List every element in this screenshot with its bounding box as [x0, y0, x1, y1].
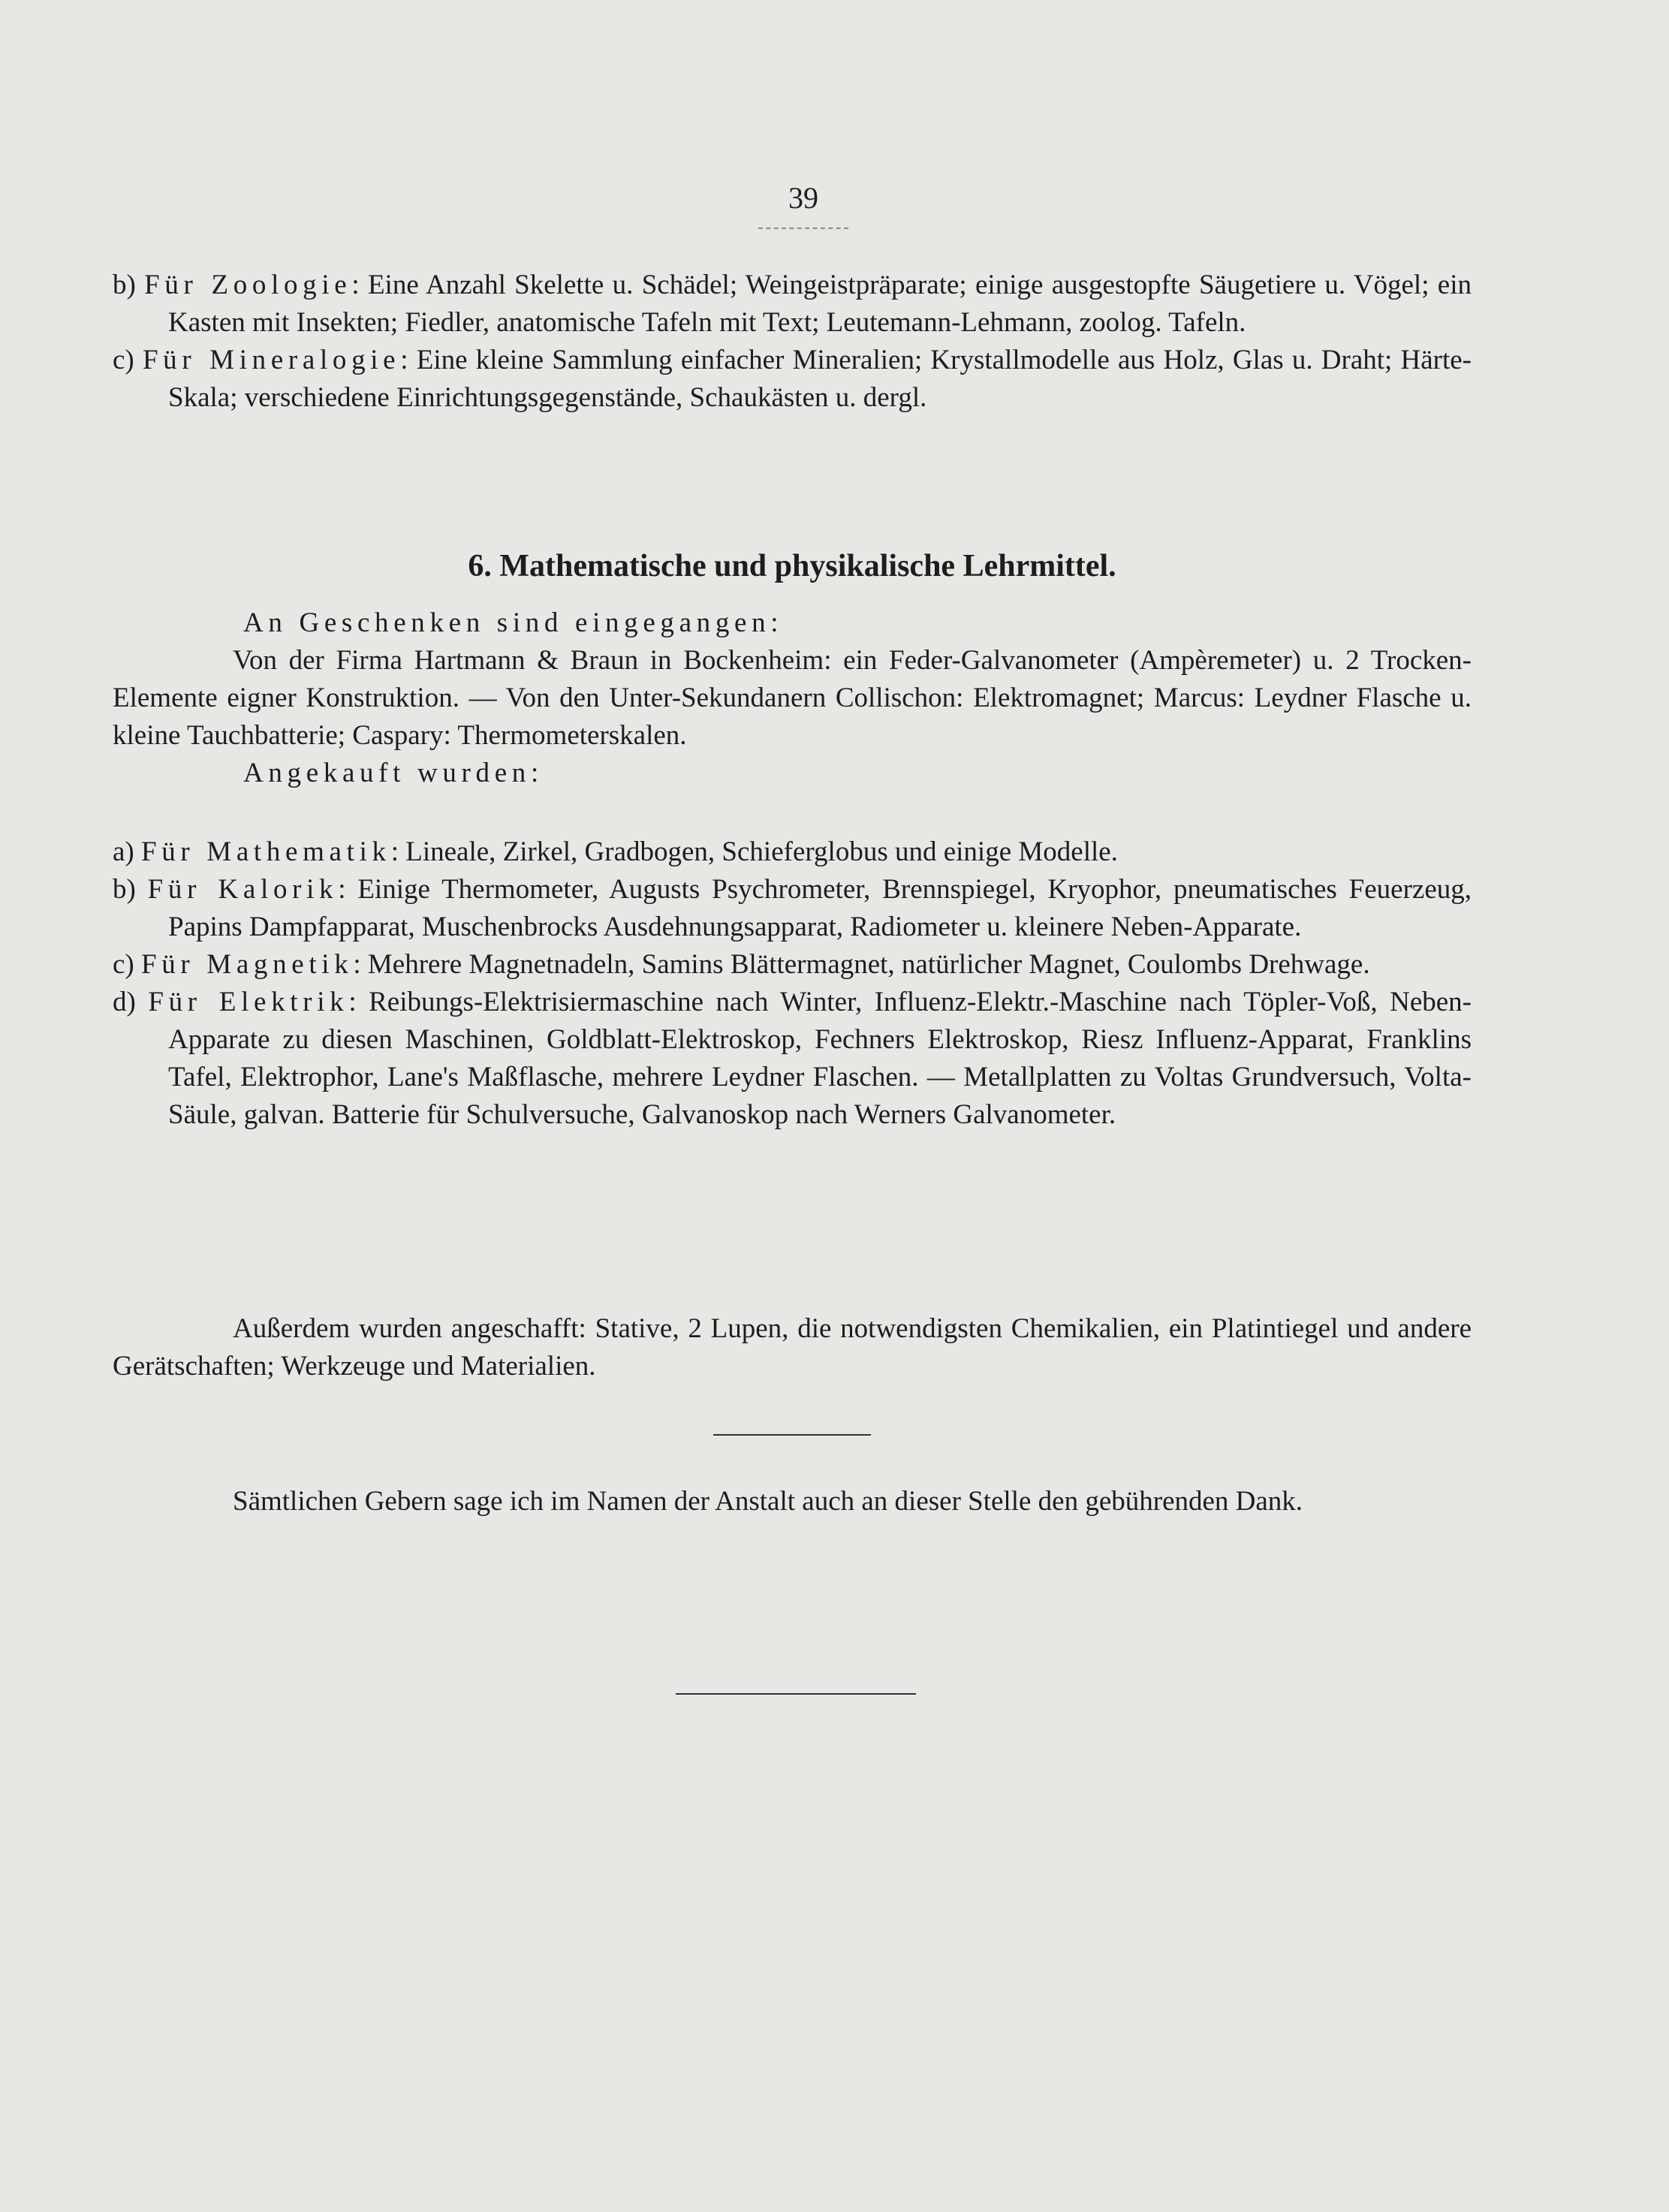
list-item-magnetik: c) Für Magnetik: Mehrere Magnetnadeln, Samins Blättermagnet, natürlicher Magnet, Coulombs Drehwage. [113, 949, 1370, 980]
list-item-kalorik: b) Für Kalorik: Einige Thermometer, Augusts Psychrometer, Brennspiegel, Kryophor, pneumatisches Feuerzeug, Papins Dampfapparat, Muschenbrocks Ausdehnungsapparat, Radiometer u. kleinere Neben-Apparate. [113, 874, 1472, 942]
page-number: 39 [788, 181, 818, 215]
list-item-elektrik: d) Für Elektrik: Reibungs-Elektrisiermaschine nach Winter, Influenz-Elektr.-Maschine nach Töpler-Voß, Neben-Apparate zu diesen Maschinen, Goldblatt-Elektroskop, Fechners Elektroskop, Riesz Influenz-Apparat, Franklins Tafel, Elektrophor, Lane's Maßflasche, mehrere Leydner Flaschen. — Metallplatten zu Voltas Grundversuch, Volta-Säule, galvan. Batterie für Schulversuche, Galvanoskop nach Werners Galvanometer. [113, 987, 1472, 1130]
dank-section [113, 1483, 1472, 1520]
geschenke-section [113, 604, 1472, 792]
geschenke-intro: An Geschenken sind eingegangen: [243, 607, 784, 638]
ausserdem-section [113, 1310, 1472, 1385]
purchase-list [113, 833, 1472, 1134]
closing-rule [676, 1693, 916, 1695]
list-item-mineralogie: c) Für Mineralogie: Eine kleine Sammlung einfacher Mineralien; Krystallmodelle aus Holz, Glas u. Draht; Härte-Skala; verschiedene Einrichtungsgegenstände, Schaukästen u. dergl. [113, 345, 1472, 413]
angekauft-intro: Angekauft wurden: [243, 758, 544, 788]
list-item-mathematik: a) Für Mathematik: Lineale, Zirkel, Gradbogen, Schieferglobus und einige Modelle. [113, 836, 1118, 867]
ausserdem-text: Außerdem wurden angeschafft: Stative, 2 Lupen, die notwendigsten Chemikalien, ein Platintiegel und andere Gerätschaften; Werkzeuge und Materialien. [113, 1313, 1472, 1382]
page-number-underline [758, 228, 848, 229]
list-item-zoologie: b) Für Zoologie: Eine Anzahl Skelette u. Schädel; Weingeistpräparate; einige ausgestopfte Säugetiere u. Vögel; ein Kasten mit Insekten; Fiedler, anatomische Tafeln mit Text; Leutemann-Lehmann, zoolog. Tafeln. [113, 270, 1472, 338]
geschenke-text: Von der Firma Hartmann & Braun in Bockenheim: ein Feder-Galvanometer (Ampèremeter) u. 2 Trocken-Elemente eigner Konstruktion. — Von den Unter-Sekundanern Collischon: Elektromagnet; Marcus: Leydner Flasche u. kleine Tauchbatterie; Caspary: Thermometerskalen. [113, 645, 1472, 751]
section-heading: 6. Mathematische und physikalische Lehrmittel. [468, 549, 1116, 583]
collection-list [113, 267, 1472, 417]
section-divider [713, 1434, 871, 1436]
dank-text: Sämtlichen Gebern sage ich im Namen der Anstalt auch an dieser Stelle den gebührenden Dank. [233, 1486, 1303, 1517]
